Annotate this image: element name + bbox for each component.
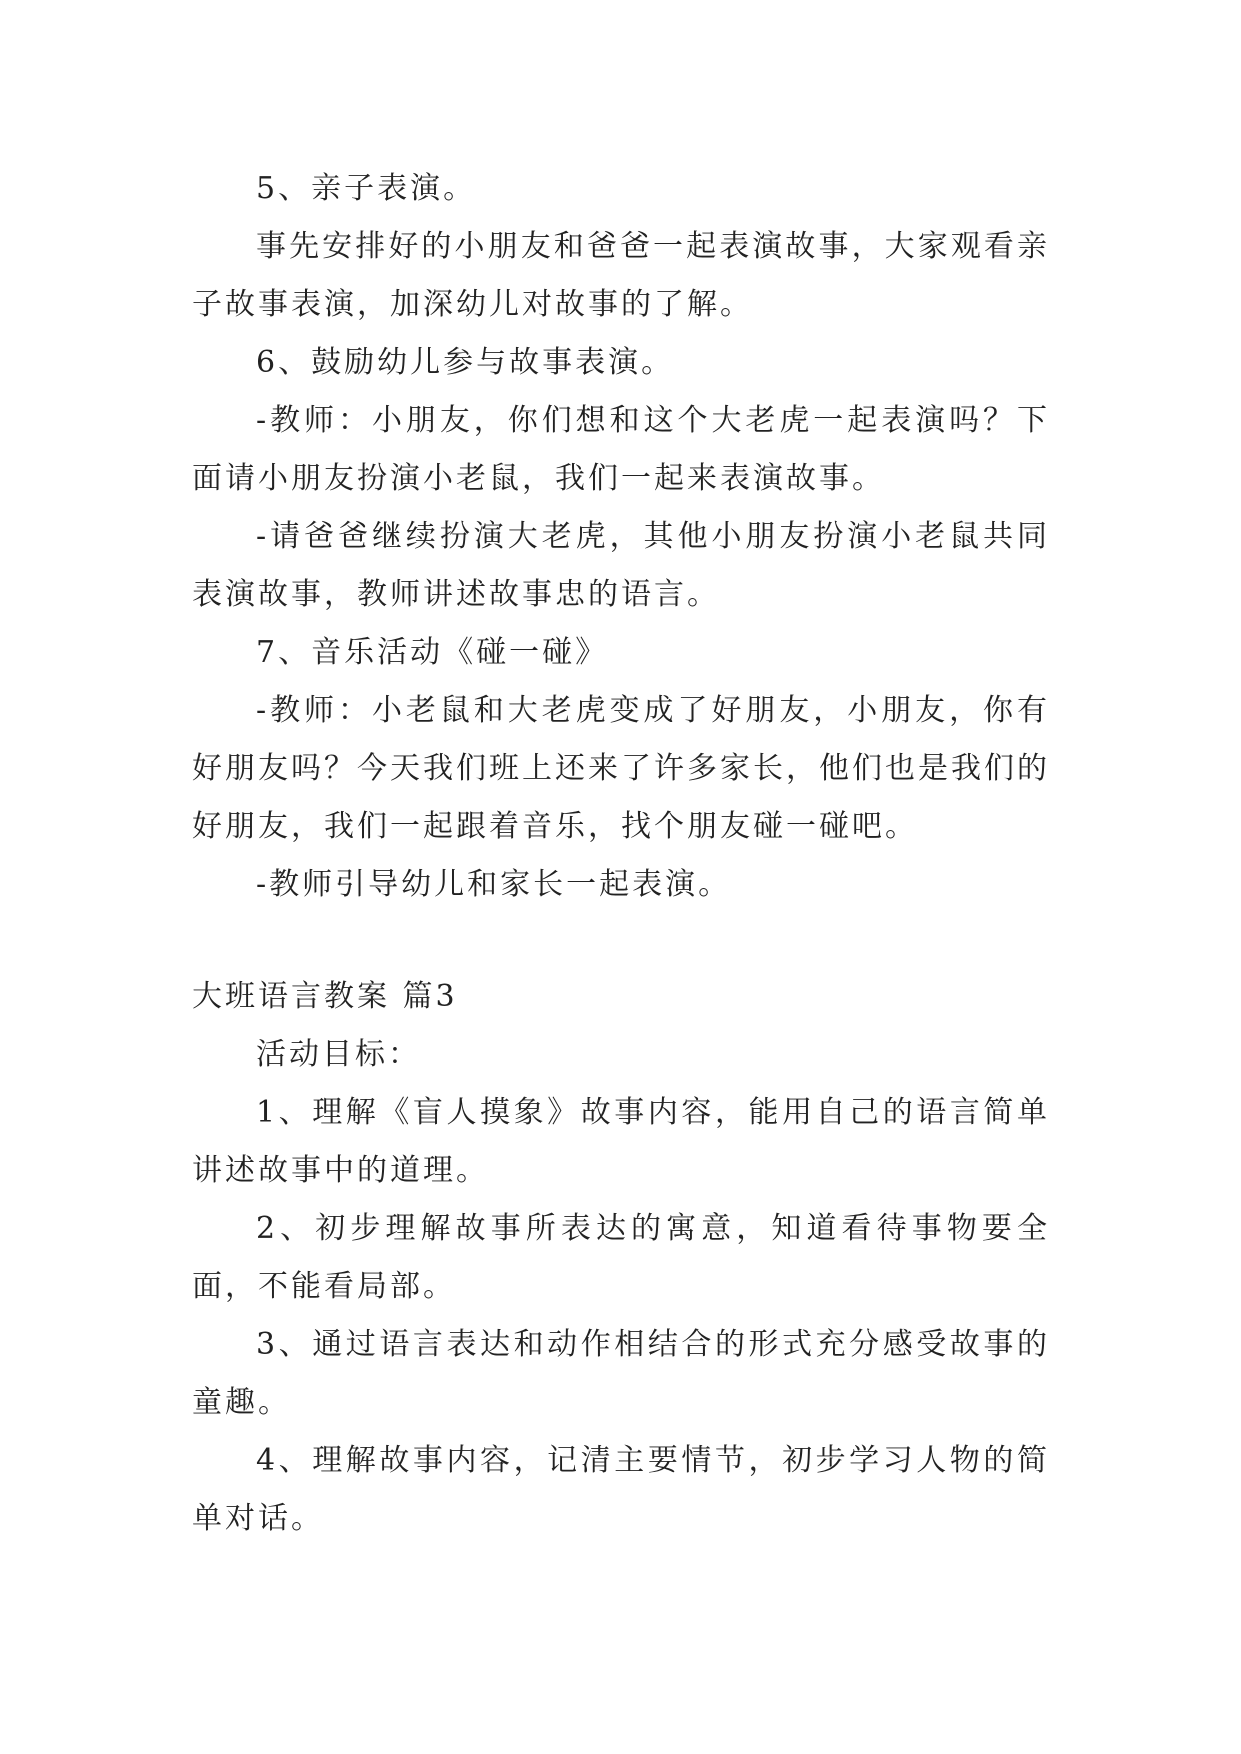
paragraph-step-6: 6、鼓励幼儿参与故事表演。 [256,345,675,380]
document-body [192,160,1050,1548]
paragraph-step-5: 5、亲子表演。 [256,171,477,206]
paragraph-goal-3: 3、通过语言表达和动作相结合的形式充分感受故事的童趣。 [192,1327,1050,1420]
paragraph-goal-1: 1、理解《盲人摸象》故事内容，能用自己的语言简单讲述故事中的道理。 [192,1095,1050,1188]
paragraph-teacher-guide: -教师引导幼儿和家长一起表演。 [256,867,732,902]
paragraph-teacher-invite: -教师：小朋友，你们想和这个大老虎一起表演吗？下面请小朋友扮演小老鼠，我们一起来表演故事。 [192,403,1050,496]
paragraph-step-7: 7、音乐活动《碰一碰》 [256,635,609,670]
paragraph-goal-2: 2、初步理解故事所表达的寓意，知道看待事物要全面，不能看局部。 [192,1211,1050,1304]
paragraph-step-5-detail: 事先安排好的小朋友和爸爸一起表演故事，大家观看亲子故事表演，加深幼儿对故事的了解。 [192,229,1050,322]
paragraph-parents-perform: -请爸爸继续扮演大老虎，其他小朋友扮演小老鼠共同表演故事，教师讲述故事忠的语言。 [192,519,1050,612]
paragraph-goals-title: 活动目标： [256,1037,421,1072]
paragraph-teacher-friends: -教师：小老鼠和大老虎变成了好朋友，小朋友，你有好朋友吗？今天我们班上还来了许多家长，他们也是我们的好朋友，我们一起跟着音乐，找个朋友碰一碰吧。 [192,693,1050,844]
paragraph-goal-4: 4、理解故事内容，记清主要情节，初步学习人物的简单对话。 [192,1443,1050,1536]
section-heading: 大班语言教案 篇3 [192,979,458,1014]
